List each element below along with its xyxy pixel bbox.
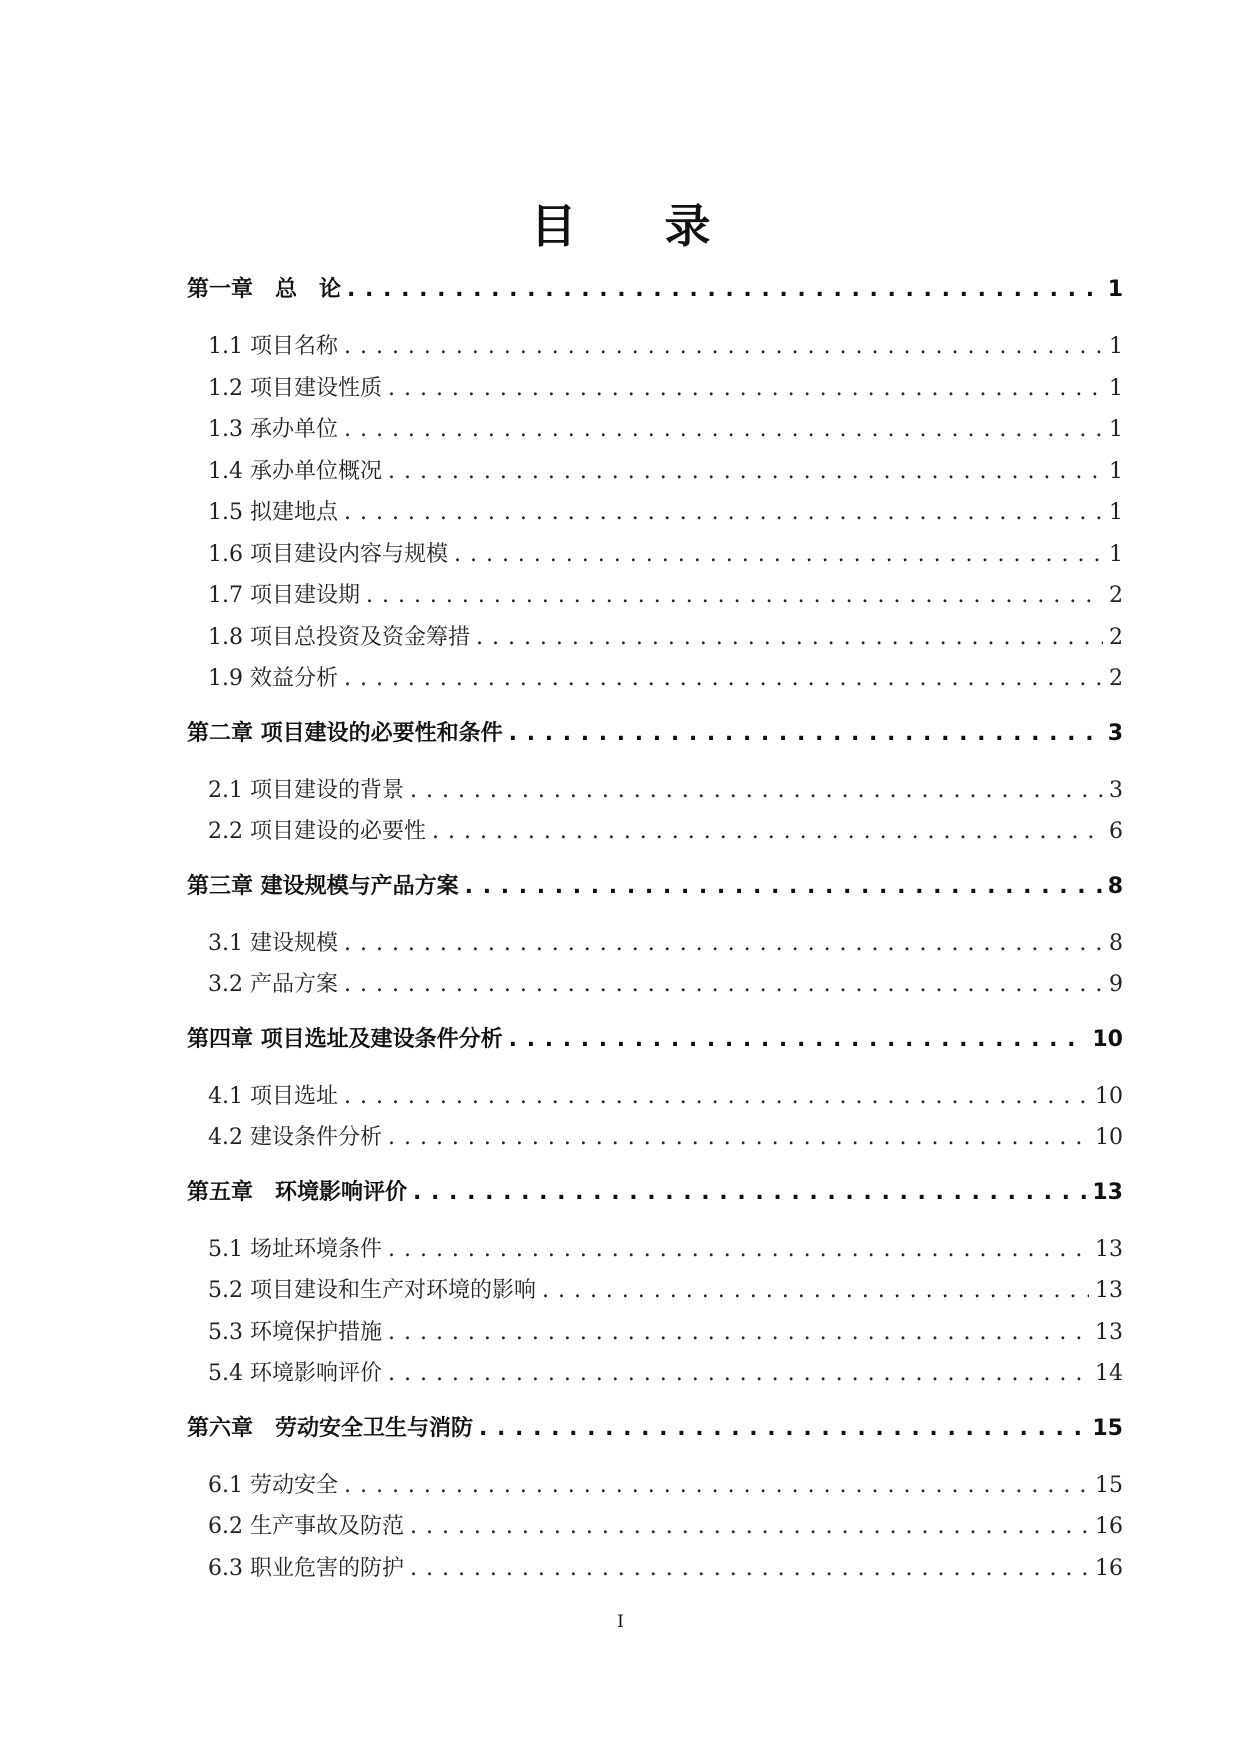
toc-section-1-4[interactable] <box>187 454 1123 496</box>
toc-page-number: 9 <box>1109 972 1123 997</box>
toc-page-number: 13 <box>1092 1179 1123 1205</box>
toc-page-number: 10 <box>1092 1026 1123 1052</box>
toc-page-number: 3 <box>1109 777 1123 803</box>
toc-leader <box>344 1084 1089 1109</box>
toc-label: 3.1 建设规模 <box>208 930 338 956</box>
toc-leader <box>479 1416 1086 1441</box>
toc-section-1-2[interactable] <box>187 371 1123 413</box>
toc-page-number: 1 <box>1109 541 1123 567</box>
toc-label: 2.1 项目建设的背景 <box>208 777 404 803</box>
toc-label: 1.3 承办单位 <box>208 417 338 442</box>
toc-leader <box>344 334 1103 359</box>
toc-section-5-2[interactable] <box>187 1273 1123 1315</box>
toc-section-3-1[interactable] <box>187 926 1123 968</box>
toc-chapter-5[interactable] <box>187 1175 1123 1219</box>
toc-page-number: 8 <box>1109 930 1123 956</box>
toc-page-number: 15 <box>1092 1415 1123 1441</box>
toc-section-4-2[interactable] <box>187 1120 1123 1162</box>
toc-leader <box>410 1514 1089 1539</box>
toc-label: 1.5 拟建地点 <box>208 500 338 525</box>
toc-page-number: 13 <box>1095 1236 1123 1262</box>
toc-leader <box>347 277 1102 302</box>
toc-leader <box>388 1125 1089 1150</box>
toc-section-2-2[interactable] <box>187 814 1123 856</box>
toc-section-1-7[interactable] <box>187 578 1123 620</box>
toc-leader <box>465 874 1102 899</box>
toc-leader <box>410 1556 1089 1581</box>
toc-section-6-1[interactable] <box>187 1468 1123 1510</box>
toc-page-number: 10 <box>1095 1083 1123 1109</box>
toc-label: 4.1 项目选址 <box>208 1083 338 1109</box>
toc-page-number: 16 <box>1095 1514 1123 1539</box>
toc-section-1-5[interactable] <box>187 495 1123 537</box>
toc-chapter-3[interactable] <box>187 869 1123 913</box>
toc-page-number: 1 <box>1109 375 1123 401</box>
toc-label: 第六章 劳动安全卫生与消防 <box>187 1415 474 1441</box>
toc-page-number: 1 <box>1109 500 1123 525</box>
table-of-contents <box>187 272 1123 1592</box>
toc-leader <box>344 666 1103 691</box>
toc-leader <box>388 1237 1089 1262</box>
toc-section-4-1[interactable] <box>187 1079 1123 1121</box>
toc-leader <box>344 972 1103 997</box>
toc-label: 5.1 场址环境条件 <box>208 1236 382 1262</box>
toc-label: 第一章 总 论 <box>187 277 342 302</box>
toc-leader <box>344 931 1103 956</box>
toc-label: 5.3 环境保护措施 <box>208 1319 382 1345</box>
toc-page-number: 2 <box>1109 666 1123 691</box>
toc-label: 第二章 项目建设的必要性和条件 <box>187 720 503 746</box>
toc-page-number: 10 <box>1095 1125 1123 1150</box>
toc-label: 第四章 项目选址及建设条件分析 <box>187 1026 503 1052</box>
toc-section-1-3[interactable] <box>187 412 1123 454</box>
toc-section-1-8[interactable] <box>187 620 1123 662</box>
toc-section-6-2[interactable] <box>187 1509 1123 1551</box>
toc-leader <box>476 625 1103 650</box>
footer-page-number: I <box>617 1612 624 1632</box>
toc-page-number: 13 <box>1095 1278 1123 1303</box>
toc-label: 第三章 建设规模与产品方案 <box>187 873 459 899</box>
toc-leader <box>413 1180 1086 1205</box>
toc-leader <box>388 376 1103 401</box>
toc-leader <box>344 417 1103 442</box>
toc-page-number: 8 <box>1107 873 1123 899</box>
toc-label: 1.6 项目建设内容与规模 <box>208 541 448 567</box>
toc-page-number: 2 <box>1109 583 1123 608</box>
toc-label: 6.1 劳动安全 <box>208 1472 338 1498</box>
toc-leader <box>509 721 1102 746</box>
toc-chapter-2[interactable] <box>187 716 1123 760</box>
toc-section-2-1[interactable] <box>187 773 1123 815</box>
toc-leader <box>344 500 1103 525</box>
toc-page-number: 2 <box>1109 624 1123 650</box>
toc-leader <box>388 1361 1089 1386</box>
toc-label: 1.2 项目建设性质 <box>208 375 382 401</box>
toc-leader <box>509 1027 1087 1052</box>
toc-label: 2.2 项目建设的必要性 <box>208 819 426 844</box>
toc-leader <box>344 1473 1089 1498</box>
toc-leader <box>388 1320 1089 1345</box>
toc-page-number: 15 <box>1095 1472 1123 1498</box>
toc-chapter-6[interactable] <box>187 1411 1123 1455</box>
toc-chapter-1[interactable] <box>187 272 1123 316</box>
toc-leader <box>432 819 1103 844</box>
page-title: 目 录 <box>530 199 747 253</box>
toc-section-1-6[interactable] <box>187 537 1123 579</box>
toc-label: 第五章 环境影响评价 <box>187 1179 408 1205</box>
toc-label: 4.2 建设条件分析 <box>208 1125 382 1150</box>
toc-page-number: 1 <box>1107 277 1123 302</box>
toc-page-number: 14 <box>1095 1361 1123 1386</box>
toc-section-5-1[interactable] <box>187 1232 1123 1274</box>
toc-section-5-4[interactable] <box>187 1356 1123 1398</box>
toc-label: 1.9 效益分析 <box>208 666 338 691</box>
toc-leader <box>542 1278 1089 1303</box>
toc-section-5-3[interactable] <box>187 1315 1123 1357</box>
toc-leader <box>454 542 1103 567</box>
toc-label: 1.7 项目建设期 <box>208 583 360 608</box>
toc-page-number: 16 <box>1095 1555 1123 1581</box>
toc-label: 6.3 职业危害的防护 <box>208 1555 404 1581</box>
toc-page-number: 1 <box>1109 458 1123 484</box>
toc-section-1-1[interactable] <box>187 329 1123 371</box>
toc-label: 1.4 承办单位概况 <box>208 458 382 484</box>
toc-label: 3.2 产品方案 <box>208 972 338 997</box>
toc-label: 6.2 生产事故及防范 <box>208 1514 404 1539</box>
toc-label: 5.2 项目建设和生产对环境的影响 <box>208 1278 536 1303</box>
toc-leader <box>410 778 1103 803</box>
toc-section-6-3[interactable] <box>187 1551 1123 1593</box>
toc-page-number: 1 <box>1109 334 1123 359</box>
toc-label: 1.8 项目总投资及资金筹措 <box>208 624 470 650</box>
toc-leader <box>366 583 1103 608</box>
toc-page-number: 3 <box>1107 720 1123 746</box>
toc-label: 1.1 项目名称 <box>208 334 338 359</box>
toc-leader <box>388 459 1103 484</box>
toc-chapter-4[interactable] <box>187 1022 1123 1066</box>
toc-section-1-9[interactable] <box>187 661 1123 703</box>
toc-page-number: 13 <box>1095 1319 1123 1345</box>
toc-page-number: 6 <box>1109 819 1123 844</box>
toc-section-3-2[interactable] <box>187 967 1123 1009</box>
toc-label: 5.4 环境影响评价 <box>208 1361 382 1386</box>
toc-page-number: 1 <box>1109 417 1123 442</box>
